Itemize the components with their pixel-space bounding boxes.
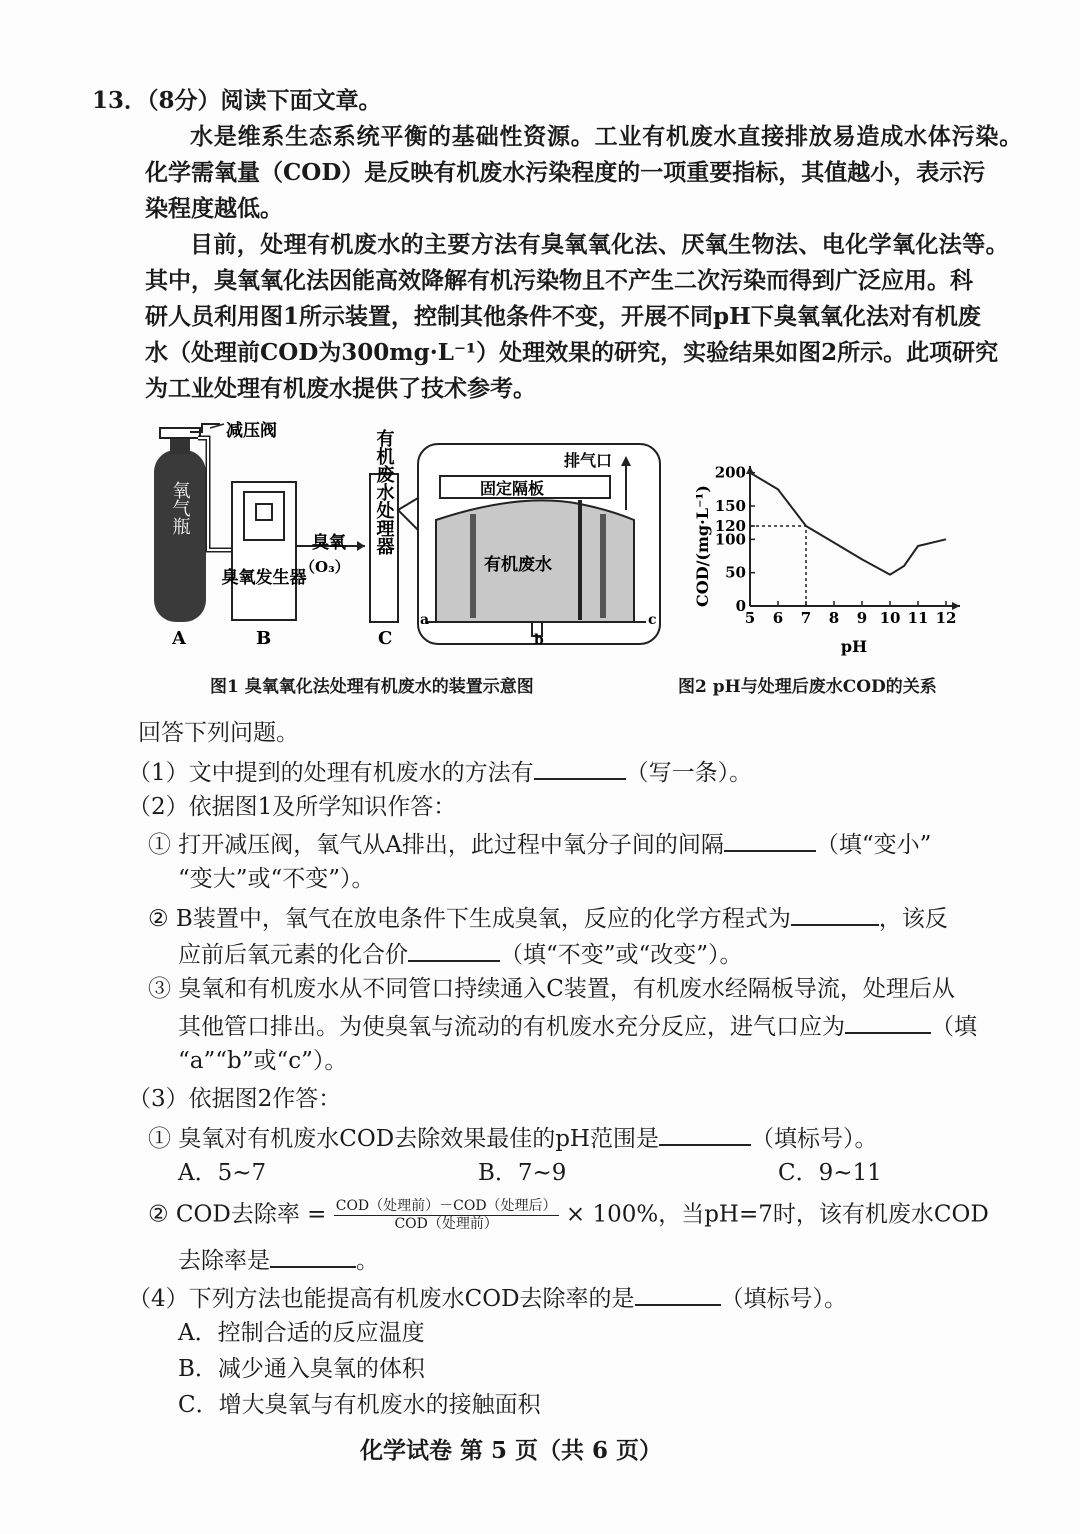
figure-2-caption: 图2 pH与处理后废水COD的关系 [678,677,937,697]
x-tick-label: 6 [772,609,784,627]
question-2-2: ② B装置中，氧气在放电条件下生成臭氧，反应的化学方程式为 ，该反 [148,902,948,934]
passage-line: 水是维系生态系统平衡的基础性资源。工业有机废水直接排放易造成水体污染。 [190,123,1023,150]
passage-line: 水（处理前COD为300mg·L⁻¹）处理效果的研究，实验结果如图2所示。此项研究 [145,339,999,366]
answer-blank[interactable] [659,1122,751,1146]
question-2-3-cont2: “a”“b”或“c”）。 [178,1048,348,1074]
passage-line: 研人员利用图1所示装置，控制其他条件不变，开展不同pH下臭氧氧化法对有机废 [145,303,981,330]
question-3-1: ① 臭氧对有机废水COD去除效果最佳的pH范围是 （填标号）。 [148,1122,878,1154]
y-tick-label: 200 [714,463,746,482]
answer-blank[interactable] [791,902,879,926]
x-tick-label: 11 [907,609,929,627]
question-1: （1）文中提到的处理有机废水的方法有 （写一条）。 [128,756,752,788]
y-tick-label: 50 [725,563,746,582]
passage-line: 目前，处理有机废水的主要方法有臭氧氧化法、厌氧生物法、电化学氧化法等。 [190,231,1009,258]
port-a: a [420,612,430,628]
answer-blank[interactable] [845,1010,931,1034]
question-2-3: ③ 臭氧和有机废水从不同管口持续通入C装置，有机废水经隔板导流，处理后从 [148,976,955,1002]
ozone-label: 臭氧 [312,533,346,553]
figure-1-caption: 图1 臭氧氧化法处理有机废水的装置示意图 [210,677,534,697]
chart-x-label: pH [840,637,868,656]
passage-line: 为工业处理有机废水提供了技术参考。 [145,375,536,402]
questions-intro: 回答下列问题。 [138,720,299,746]
question-2: （2）依据图1及所学知识作答： [128,794,457,820]
answer-blank[interactable] [534,756,626,780]
cod-curve [750,473,946,575]
question-2-3-cont: 其他管口排出。为使臭氧与流动的有机废水充分反应，进气口应为 （填 [178,1010,977,1042]
passage-line: 化学需氧量（COD）是反映有机废水污染程度的一项重要指标，其值越小，表示污 [145,159,986,186]
valve-label: 减压阀 [226,421,277,441]
passage-line: 其中，臭氧氧化法因能高效降解有机污染物且不产生二次污染而得到广泛应用。科 [145,267,973,294]
baffle-label: 固定隔板 [480,479,545,498]
question-3-2-cont: 去除率是 。 [178,1244,379,1276]
oxygen-cylinder [154,424,232,622]
x-tick-label: 10 [879,609,901,627]
label-c: C [378,628,393,649]
ozone-generator [222,482,307,620]
guide-line [750,526,806,606]
label-a: A [172,628,186,649]
question-2-2-cont: 应前后氧元素的化合价 （填“不变”或“改变”）。 [178,938,743,970]
option-a: A．5~7 [178,1160,267,1186]
x-tick-label: 8 [828,609,840,627]
question-3: （3）依据图2作答： [128,1086,342,1112]
page-footer: 化学试卷 第 5 页（共 6 页） [360,1437,663,1464]
question-3-2: ② COD去除率 = $\frac{\text{COD（处理前）－COD（处理后）}}{\text{COD（处理前）}}$ × 100%，当pH=7时，该有机废水COD [148,1198,989,1232]
question-header: 13．（8分）阅读下面文章。 [92,87,382,114]
question-2-1: ① 打开减压阀，氧气从A排出，此过程中氧分子间的间隔 （填“变小” [148,828,931,860]
question-4: （4）下列方法也能提高有机废水COD去除率的是 （填标号）。 [128,1282,847,1314]
exhaust-label: 排气口 [564,451,613,470]
figure-2-chart [690,456,970,656]
option-c: C．增大臭氧与有机废水的接触面积 [178,1392,541,1418]
option-a: A．控制合适的反应温度 [178,1320,425,1346]
option-b: B．7~9 [478,1160,567,1186]
answer-blank[interactable] [408,938,500,962]
x-tick-label: 5 [744,609,756,627]
y-tick-label: 150 [714,497,746,515]
y-tick-label: 120 [714,517,746,535]
question-2-1-cont: “变大”或“不变”）。 [178,866,375,892]
chart-y-label: COD/(mg·L⁻¹) [693,485,712,607]
y-tick-label: 0 [735,597,746,615]
port-c: c [648,612,657,628]
option-c: C．9~11 [778,1160,882,1186]
generator-label: 臭氧发生器 [221,568,307,588]
x-tick-label: 9 [856,609,868,627]
wastewater-label: 有机废水 [484,555,552,575]
label-b: B [256,628,272,649]
option-b: B．减少通入臭氧的体积 [178,1356,425,1382]
passage-line: 染程度越低。 [145,195,283,222]
port-b: b [534,632,544,648]
processor-label: 有机废水处理器 [373,429,395,555]
answer-blank[interactable] [635,1282,721,1306]
x-tick-label: 7 [800,609,812,627]
answer-blank[interactable] [270,1244,356,1268]
x-tick-label: 12 [935,609,957,627]
figure-1-apparatus [140,410,670,660]
cod-removal-formula: $\frac{\text{COD（处理前）－COD（处理后）}}{\text{COD（处理前）}}$ [335,1198,557,1232]
cylinder-label: 氧气瓶 [169,481,191,535]
answer-blank[interactable] [724,828,816,852]
ozone-formula: （O₃） [300,558,350,576]
y-tick-label: 100 [714,530,746,549]
